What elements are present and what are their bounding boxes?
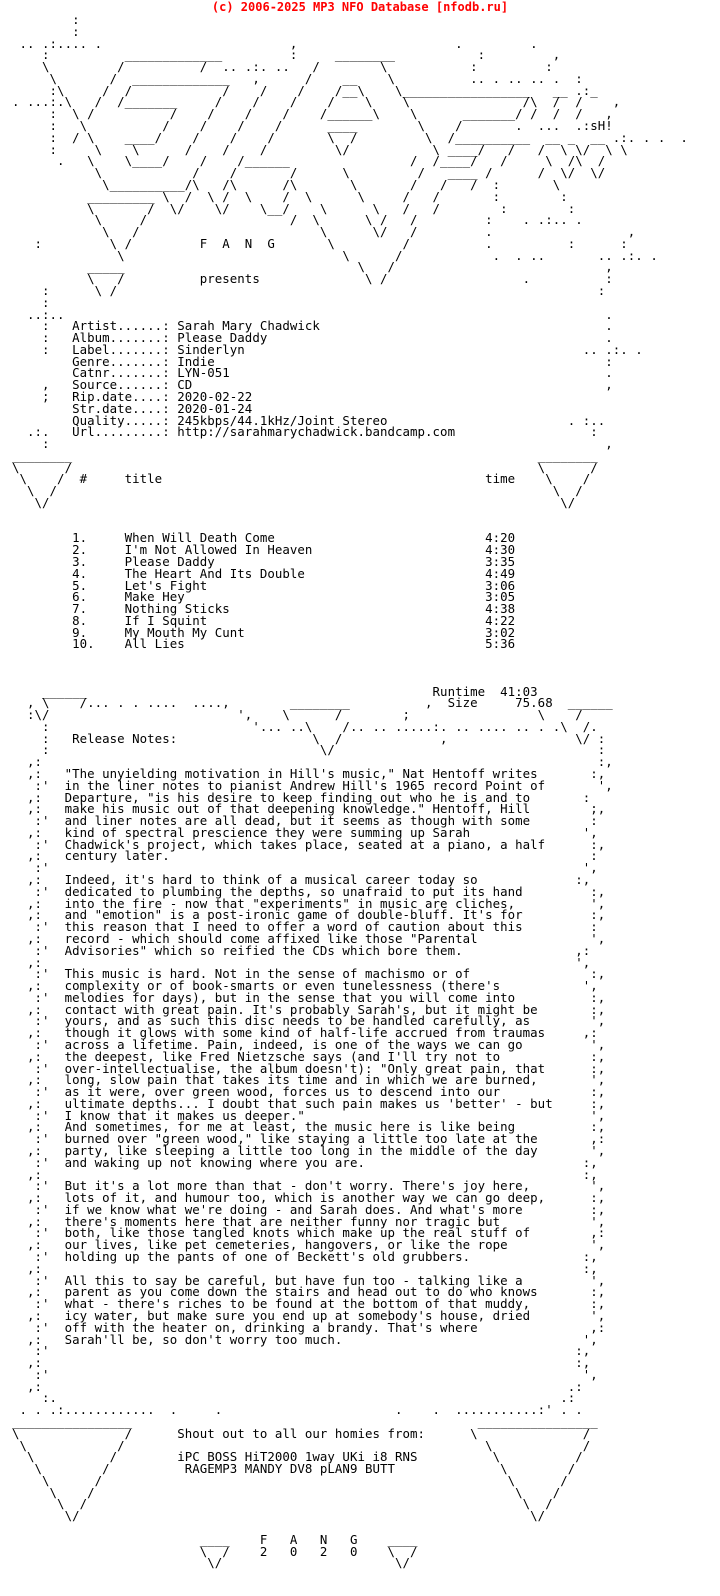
nfo-text: : : .. .:.... . , . . : _____________ : ________ : , \ / / .. .:. .. / \ : : \ / _____________ , / __ \ .. . .. .. . : :\ / / / / / /__\ \_________________ __ .:_ . ...:.\ / /_______ / / / / \ \ /\ / / , : \ / / / / / /______\ \ _______/ / / / , : \ / / / / ____ \ / . ... .:sH! : / \ ____/ / / / \ / \ /__________ __ _ __ .:. . . . : \ \ / / / \/ \ ____/ / / \ \/ \ \ . \ \____/ / /______ / /____/ / \ /\ / \ / / / \ / ____ / / \/ \/ \__________/\ /\ /\ \ / / / : \ _________ \ / \ / \ / \ \ / / : : \ / \/ \/ \__/ \ \ / / : : \ / / \ \ / / : . .:.. . \ / \ \/ / . , : \ / F A N G \ / . : : \ \ / . . .. .. .:. . _____ \ / , \ / presents \ / . : : \ / : : ..:.. . : Artist......: Sarah Mary Chadwick . : Album.......: Please Daddy . : Label.......: Sinderlyn .. .:. . Genre.......: Indie : Catnr.......: LYN-051 . , Source......: CD , ; Rip.date....: 2020-02-22 Str.date....: 2020-01-24 Quality.....: 245kbps/44.1kHz/Joint Stereo . :.. .:. Url.........: http://sarahmarychadwick.bandcamp.com : : , ________ ________ \ / \ / \ / # title time \ / \ / \ / \/ \/ 1. When Will Death Come 4:20 2. I'm Not Allowed In Heaven 4:30 3. Please Daddy 3:35 4. The Heart And Its Double 4:49 5. Let's Fight 3:06 6. Make Hey 3:05 7. Nothing Sticks 4:38 8. If I Squint 4:22 9. My Mouth My Cunt 3:02 10. All Lies 5:36 ______ Runtime 41:03 , \ /... . . .... ...., ________ , Size 75.68 ______ :\/ ', \ / ; \ / : '... ..\ /.. .. .....:. .. .... .. . .\ /. : Release Notes: \ / , \/ : : \/ : ,: :, ,: "The unyielding motivation in Hill's music," Nat Hentoff writes :, :' in the liner notes to pianist Andrew Hill's 1965 record Point of ', ,: Departure, "is his desire to keep finding out who he is and to : ,: make his music out of that deepening knowledge." Hentoff, Hill ;, :' and liner notes are all dead, but it seems as though with some : ,: kind of spectral prescience they were summing up Sarah ', :' Chadwick's project, which takes place, seated at a piano, a half :, ,: century later. : :' ', ,: Indeed, it's hard to think of a musical career today so :, :' dedicated to plumbing the depths, so unafraid to put its hand :, ,: into the fire - now that "experiments" in music are cliches, ', ,: and "emotion" is a post-ironic game of double-bluff. It's for :, :' this reason that I need to offer a word of caution about this : ,: record - which should come affixed like those "Parental ', :' Advisories" which so reified the CDs which bore them. ,: ,: ', :' This music is hard. Not in the sense of machismo or of :, ,: complexity or of book-smarts or even tunelessness (there's ', :' melodies for days), but in the sense that you will come into :, ,: contact with great pain. It's probably Sarah's, but it might be :, :' yours, and as such this disc needs to be handled carefully, as ', ,: though it glows with some kind of half-life accrued from traumas ,: :' across a lifetime. Pain, indeed, is one of the ways we can go ', ,: the deepest, like Fred Nietzsche says (and I'll try not to :, :' over-intellectualise, the album doesn't): "Only great pain, that :, ,: long, slow pain that takes its time and in which we are burned, ', :' as it were, over green wood, forces us to descend into our :, ,: ultimate depths... I doubt that such pain makes us 'better' - but :, :' I know that it makes us deeper." ', ,: And sometimes, for me at least, the music here is like being :, :' burned over "green wood," like staying a little too late at the ,: ,: party, like sleeping a little too long in the middle of the day ', :' and waking up not knowing where you are. :, ,: :, :' But it's a lot more than that - don't worry. There's joy here, ', ,: lots of it, and humour too, which is another way we can go deep, :, :' if we know what we're doing - and Sarah does. And what's more :, ,: there's moments here that are neither funny nor tragic but ', :' both, like those tangled knots which make up the real stuff of ,: ,: our lives, like pet cemeteries, hangovers, or like the rope ', :' holding up the pants of one of Beckett's old grubbers. :, ,: :, :' All this to say be careful, but have fun too - talking like a ', ,: parent as you come down the stairs and head out to do who knows :, :' what - there's riches to be found at the bottom of that muddy, :, ,: icy water, but make sure you end up at somebody's house, dried ', :' off with the heater on, drinking a brandy. That's where ,: ,: Sarah'll be, so don't worry too much. ', :' :, ,: :, :' ', ,: .: :. .: . . .:............ . . . . ...........:' . . ________________ ________________ \ / Shout out to all our homies from: \ / \ / \ / \ / iPC BOSS HiT2000 1way UKi i8 RNS \ / \ / RAGEMP3 MANDY DV8 pLAN9 BUTT \ / \ / \ / \ / \ / \ / \ / \/ \/ ____ F A N G ____ \ / 2 0 2 0 \ / \/ \/: [12, 12, 688, 1571]
site-banner: (c) 2006-2025 MP3 NFO Database [nfodb.ru]: [211, 0, 509, 14]
